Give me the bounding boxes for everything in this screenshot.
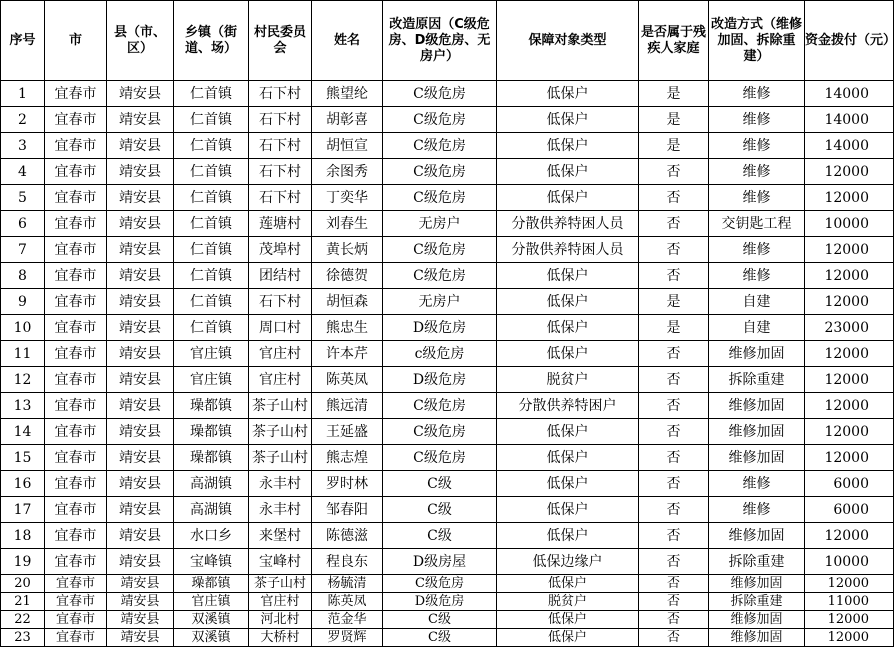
cell-seq: 2 [1,107,45,133]
cell-amount: 6000 [805,471,894,497]
cell-type: 低保户 [497,629,639,647]
cell-disabled: 否 [639,445,709,471]
cell-reason: C级危房 [383,419,497,445]
cell-village: 宝峰村 [249,549,312,575]
cell-seq: 18 [1,523,45,549]
cell-amount: 12000 [805,575,894,593]
table-row [1,237,894,263]
cell-seq: 6 [1,211,45,237]
cell-name: 黄长炳 [312,237,383,263]
cell-town: 璪都镇 [174,445,249,471]
header-cell: 姓名 [312,1,383,81]
cell-city: 宜春市 [45,367,107,393]
cell-amount: 23000 [805,315,894,341]
cell-method: 维修 [709,237,805,263]
cell-method: 维修加固 [709,445,805,471]
table-row [1,289,894,315]
cell-method: 维修 [709,107,805,133]
cell-seq: 19 [1,549,45,575]
cell-type: 低保户 [497,611,639,629]
cell-village: 石下村 [249,107,312,133]
cell-village: 永丰村 [249,471,312,497]
cell-disabled: 否 [639,367,709,393]
header-cell: 市 [45,1,107,81]
cell-name: 邹春阳 [312,497,383,523]
cell-town: 仁首镇 [174,263,249,289]
cell-disabled: 是 [639,81,709,107]
header-cell: 乡镇（街道、场） [174,1,249,81]
cell-method: 自建 [709,315,805,341]
cell-name: 程良东 [312,549,383,575]
cell-name: 余图秀 [312,159,383,185]
cell-town: 璪都镇 [174,393,249,419]
cell-village: 茶子山村 [249,575,312,593]
cell-county: 靖安县 [107,185,174,211]
cell-type: 低保户 [497,289,639,315]
cell-name: 杨毓清 [312,575,383,593]
cell-town: 官庄镇 [174,593,249,611]
cell-seq: 17 [1,497,45,523]
cell-county: 靖安县 [107,575,174,593]
cell-type: 低保户 [497,263,639,289]
header-cell: 改造原因（C级危房、D级危房、无房户） [383,1,497,81]
table-row [1,471,894,497]
cell-reason: D级房屋 [383,549,497,575]
table-row [1,629,894,647]
cell-town: 官庄镇 [174,341,249,367]
cell-village: 莲塘村 [249,211,312,237]
cell-amount: 12000 [805,419,894,445]
cell-village: 周口村 [249,315,312,341]
cell-county: 靖安县 [107,471,174,497]
cell-city: 宜春市 [45,237,107,263]
cell-reason: D级危房 [383,367,497,393]
cell-reason: C级危房 [383,81,497,107]
cell-name: 徐德贺 [312,263,383,289]
cell-county: 靖安县 [107,107,174,133]
cell-amount: 12000 [805,185,894,211]
cell-amount: 12000 [805,629,894,647]
cell-name: 陈英凤 [312,593,383,611]
cell-method: 交钥匙工程 [709,211,805,237]
cell-town: 高湖镇 [174,471,249,497]
table-row [1,611,894,629]
cell-method: 自建 [709,289,805,315]
cell-city: 宜春市 [45,419,107,445]
cell-reason: C级 [383,629,497,647]
cell-method: 维修 [709,81,805,107]
cell-county: 靖安县 [107,611,174,629]
cell-county: 靖安县 [107,211,174,237]
cell-disabled: 否 [639,159,709,185]
cell-disabled: 否 [639,185,709,211]
cell-village: 官庄村 [249,341,312,367]
cell-amount: 12000 [805,367,894,393]
cell-method: 维修加固 [709,341,805,367]
cell-type: 低保户 [497,419,639,445]
table-row [1,159,894,185]
cell-county: 靖安县 [107,549,174,575]
cell-method: 维修加固 [709,629,805,647]
header-cell: 保障对象类型 [497,1,639,81]
cell-village: 石下村 [249,185,312,211]
cell-village: 永丰村 [249,497,312,523]
cell-city: 宜春市 [45,523,107,549]
cell-city: 宜春市 [45,159,107,185]
cell-method: 维修 [709,263,805,289]
cell-town: 仁首镇 [174,81,249,107]
cell-county: 靖安县 [107,81,174,107]
cell-reason: C级危房 [383,237,497,263]
cell-method: 拆除重建 [709,367,805,393]
cell-city: 宜春市 [45,471,107,497]
cell-reason: C级危房 [383,263,497,289]
cell-type: 低保户 [497,81,639,107]
cell-name: 陈德滋 [312,523,383,549]
cell-disabled: 否 [639,523,709,549]
cell-village: 石下村 [249,133,312,159]
cell-name: 胡恒森 [312,289,383,315]
cell-method: 拆除重建 [709,549,805,575]
table-row [1,575,894,593]
cell-type: 低保户 [497,133,639,159]
cell-method: 维修加固 [709,575,805,593]
cell-type: 脱贫户 [497,367,639,393]
cell-town: 仁首镇 [174,237,249,263]
cell-amount: 6000 [805,497,894,523]
cell-method: 维修 [709,159,805,185]
cell-name: 刘春生 [312,211,383,237]
cell-village: 河北村 [249,611,312,629]
cell-reason: C级危房 [383,575,497,593]
cell-method: 维修 [709,133,805,159]
cell-seq: 5 [1,185,45,211]
cell-county: 靖安县 [107,237,174,263]
cell-name: 熊远清 [312,393,383,419]
table-row [1,445,894,471]
cell-town: 仁首镇 [174,133,249,159]
cell-county: 靖安县 [107,133,174,159]
cell-name: 熊望纶 [312,81,383,107]
cell-seq: 12 [1,367,45,393]
cell-city: 宜春市 [45,497,107,523]
cell-village: 茂埠村 [249,237,312,263]
cell-city: 宜春市 [45,211,107,237]
cell-seq: 13 [1,393,45,419]
header-cell: 序号 [1,1,45,81]
table-row [1,341,894,367]
cell-seq: 23 [1,629,45,647]
cell-county: 靖安县 [107,393,174,419]
cell-amount: 12000 [805,611,894,629]
cell-seq: 20 [1,575,45,593]
cell-name: 胡恒宣 [312,133,383,159]
cell-village: 石下村 [249,159,312,185]
cell-amount: 12000 [805,263,894,289]
cell-county: 靖安县 [107,497,174,523]
cell-county: 靖安县 [107,315,174,341]
cell-reason: 无房户 [383,289,497,315]
cell-seq: 10 [1,315,45,341]
cell-seq: 3 [1,133,45,159]
cell-town: 宝峰镇 [174,549,249,575]
cell-seq: 9 [1,289,45,315]
cell-town: 璪都镇 [174,575,249,593]
cell-disabled: 否 [639,263,709,289]
cell-city: 宜春市 [45,315,107,341]
cell-village: 茶子山村 [249,393,312,419]
cell-disabled: 否 [639,419,709,445]
table-row [1,263,894,289]
table-row [1,185,894,211]
cell-seq: 11 [1,341,45,367]
cell-name: 熊忠生 [312,315,383,341]
table-row [1,523,894,549]
cell-method: 维修 [709,185,805,211]
cell-city: 宜春市 [45,393,107,419]
cell-county: 靖安县 [107,263,174,289]
cell-amount: 12000 [805,237,894,263]
cell-village: 茶子山村 [249,419,312,445]
cell-disabled: 否 [639,497,709,523]
cell-type: 低保户 [497,185,639,211]
cell-amount: 14000 [805,81,894,107]
cell-disabled: 否 [639,611,709,629]
cell-town: 官庄镇 [174,367,249,393]
table-row [1,497,894,523]
cell-seq: 22 [1,611,45,629]
cell-town: 高湖镇 [174,497,249,523]
cell-disabled: 是 [639,315,709,341]
cell-disabled: 否 [639,575,709,593]
cell-town: 璪都镇 [174,419,249,445]
cell-type: 分散供养特困人员 [497,237,639,263]
cell-town: 仁首镇 [174,211,249,237]
cell-reason: C级危房 [383,159,497,185]
cell-amount: 12000 [805,445,894,471]
table-row [1,81,894,107]
cell-name: 范金华 [312,611,383,629]
cell-town: 水口乡 [174,523,249,549]
cell-amount: 10000 [805,549,894,575]
cell-town: 仁首镇 [174,185,249,211]
cell-type: 脱贫户 [497,593,639,611]
cell-type: 分散供养特困人员 [497,211,639,237]
cell-village: 团结村 [249,263,312,289]
cell-disabled: 否 [639,593,709,611]
cell-city: 宜春市 [45,81,107,107]
cell-village: 石下村 [249,81,312,107]
cell-type: 低保户 [497,159,639,185]
cell-type: 低保户 [497,497,639,523]
cell-amount: 14000 [805,107,894,133]
cell-reason: C级危房 [383,133,497,159]
table-row [1,211,894,237]
table-row [1,549,894,575]
cell-reason: C级 [383,497,497,523]
header-cell: 县（市、区） [107,1,174,81]
table-row [1,133,894,159]
cell-county: 靖安县 [107,629,174,647]
cell-disabled: 是 [639,107,709,133]
cell-reason: C级危房 [383,107,497,133]
cell-amount: 14000 [805,133,894,159]
cell-type: 低保户 [497,107,639,133]
cell-amount: 12000 [805,341,894,367]
cell-reason: C级 [383,611,497,629]
cell-amount: 12000 [805,523,894,549]
cell-village: 石下村 [249,289,312,315]
cell-city: 宜春市 [45,289,107,315]
cell-city: 宜春市 [45,593,107,611]
cell-city: 宜春市 [45,263,107,289]
header-cell: 村民委员会 [249,1,312,81]
cell-reason: C级危房 [383,185,497,211]
cell-town: 仁首镇 [174,315,249,341]
cell-county: 靖安县 [107,523,174,549]
cell-disabled: 否 [639,237,709,263]
table-row [1,393,894,419]
cell-seq: 8 [1,263,45,289]
cell-village: 茶子山村 [249,445,312,471]
cell-amount: 11000 [805,593,894,611]
cell-disabled: 是 [639,133,709,159]
cell-reason: 无房户 [383,211,497,237]
cell-city: 宜春市 [45,575,107,593]
cell-city: 宜春市 [45,549,107,575]
cell-name: 熊志煌 [312,445,383,471]
cell-seq: 21 [1,593,45,611]
cell-disabled: 否 [639,341,709,367]
cell-seq: 15 [1,445,45,471]
header-cell: 改造方式（维修加固、拆除重建） [709,1,805,81]
cell-city: 宜春市 [45,629,107,647]
cell-town: 仁首镇 [174,107,249,133]
cell-name: 丁奕华 [312,185,383,211]
cell-method: 维修加固 [709,611,805,629]
cell-disabled: 否 [639,393,709,419]
header-cell: 是否属于残疾人家庭 [639,1,709,81]
cell-reason: c级危房 [383,341,497,367]
cell-county: 靖安县 [107,593,174,611]
table-header-row [1,1,894,81]
table-row [1,419,894,445]
cell-seq: 14 [1,419,45,445]
cell-county: 靖安县 [107,445,174,471]
cell-town: 双溪镇 [174,611,249,629]
cell-county: 靖安县 [107,367,174,393]
cell-city: 宜春市 [45,445,107,471]
cell-name: 罗时林 [312,471,383,497]
cell-seq: 1 [1,81,45,107]
cell-village: 官庄村 [249,367,312,393]
cell-name: 王延盛 [312,419,383,445]
cell-disabled: 否 [639,629,709,647]
cell-reason: D级危房 [383,593,497,611]
cell-village: 来堡村 [249,523,312,549]
cell-reason: C级危房 [383,445,497,471]
table-row [1,315,894,341]
cell-amount: 10000 [805,211,894,237]
cell-city: 宜春市 [45,341,107,367]
table-row [1,367,894,393]
cell-city: 宜春市 [45,133,107,159]
cell-type: 低保边缘户 [497,549,639,575]
cell-method: 维修加固 [709,393,805,419]
cell-type: 低保户 [497,341,639,367]
cell-reason: C级 [383,471,497,497]
cell-disabled: 是 [639,289,709,315]
cell-village: 官庄村 [249,593,312,611]
cell-type: 低保户 [497,471,639,497]
header-cell: 资金拨付（元） [805,1,894,81]
cell-name: 许本芹 [312,341,383,367]
table-row [1,107,894,133]
cell-reason: D级危房 [383,315,497,341]
cell-type: 低保户 [497,575,639,593]
cell-method: 维修 [709,471,805,497]
cell-city: 宜春市 [45,611,107,629]
cell-city: 宜春市 [45,107,107,133]
cell-county: 靖安县 [107,341,174,367]
cell-county: 靖安县 [107,419,174,445]
cell-amount: 12000 [805,393,894,419]
cell-village: 大桥村 [249,629,312,647]
table-row [1,593,894,611]
cell-town: 仁首镇 [174,289,249,315]
cell-name: 胡彰喜 [312,107,383,133]
cell-amount: 12000 [805,159,894,185]
cell-disabled: 否 [639,471,709,497]
cell-name: 陈英凤 [312,367,383,393]
cell-type: 低保户 [497,523,639,549]
cell-town: 双溪镇 [174,629,249,647]
cell-city: 宜春市 [45,185,107,211]
cell-county: 靖安县 [107,159,174,185]
cell-method: 拆除重建 [709,593,805,611]
cell-type: 分散供养特困户 [497,393,639,419]
cell-county: 靖安县 [107,289,174,315]
cell-seq: 16 [1,471,45,497]
cell-method: 维修加固 [709,523,805,549]
cell-name: 罗贤辉 [312,629,383,647]
cell-disabled: 否 [639,549,709,575]
cell-disabled: 否 [639,211,709,237]
cell-reason: C级危房 [383,393,497,419]
cell-reason: C级 [383,523,497,549]
table-body [1,81,894,647]
cell-amount: 12000 [805,289,894,315]
cell-seq: 7 [1,237,45,263]
cell-type: 低保户 [497,445,639,471]
cell-seq: 4 [1,159,45,185]
cell-town: 仁首镇 [174,159,249,185]
cell-method: 维修 [709,497,805,523]
cell-method: 维修加固 [709,419,805,445]
cell-type: 低保户 [497,315,639,341]
